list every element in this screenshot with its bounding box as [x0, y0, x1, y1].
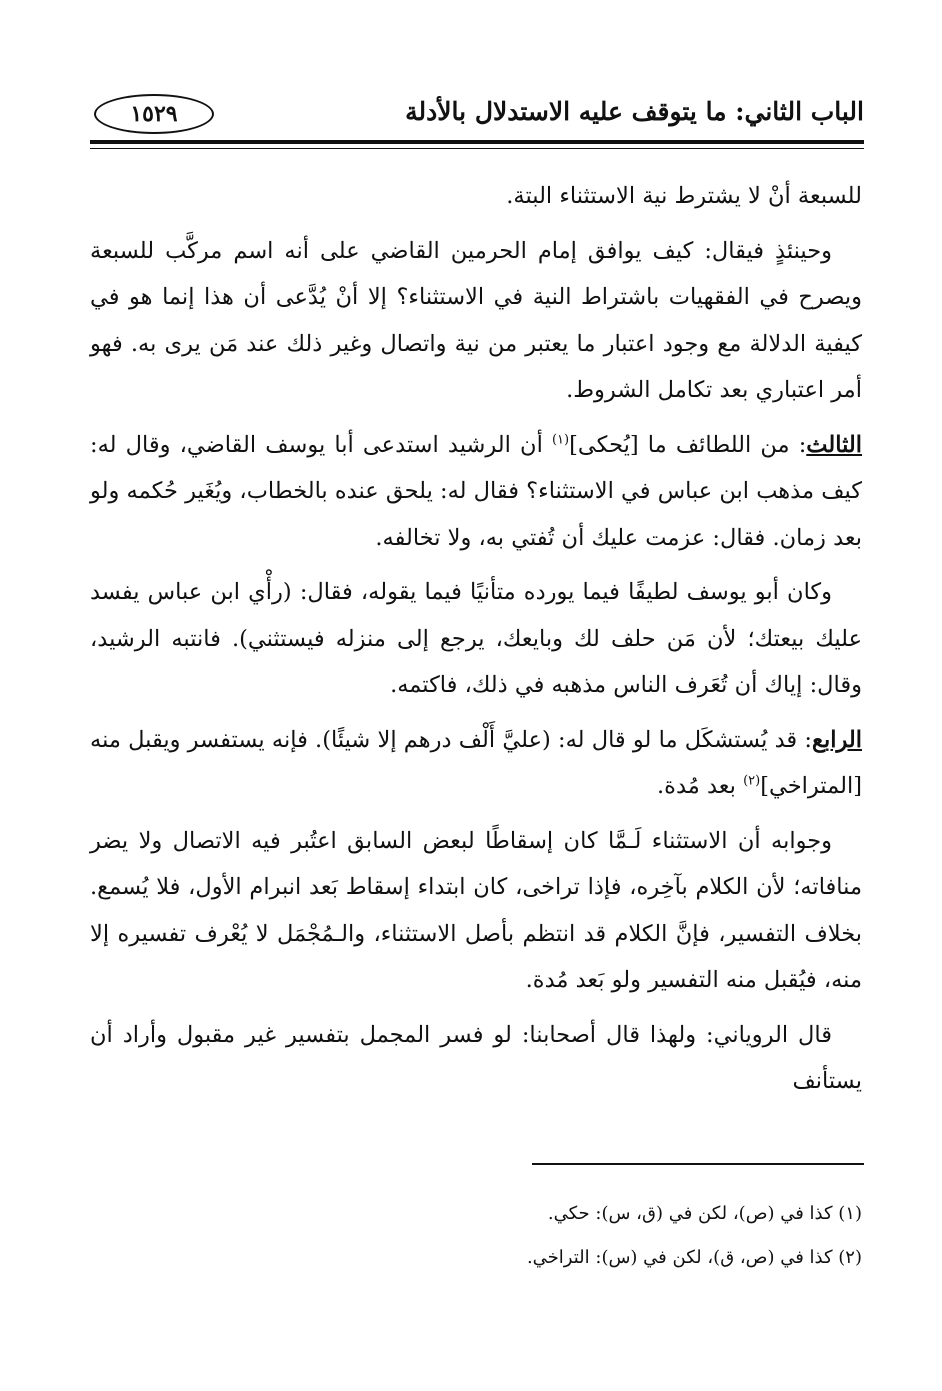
paragraph-3-part-b: أن الرشيد استدعى أبا يوسف القاضي، وقال له: كيف مذهب ابن عباس في الاستثناء؟ فقال له: يلحق عنده بالخطاب، ويُغَير حُكمه ولو بعد زمان. فقال: عزمت عليك أن تُفتي به، ولا تخالفه.	[90, 431, 862, 551]
footnote-2: (٢) كذا في (ص، ق)، لكن في (س): التراخي.	[526, 1247, 862, 1268]
paragraph-5-part-b: بعد مُدة.	[657, 773, 744, 799]
paragraph-1: للسبعة أنْ لا يشترط نية الاستثناء البتة.	[506, 183, 862, 209]
page-header	[90, 92, 864, 142]
footnote-separator	[532, 1163, 864, 1165]
page-number-badge: ١٥٢٩	[94, 94, 214, 134]
paragraph-7: قال الروياني: ولهذا قال أصحابنا: لو فسر المجمل بتفسير غير مقبول وأراد أن يستأنف	[90, 1021, 862, 1094]
section-lead-third: الثالث	[806, 431, 862, 458]
footnote-1: (١) كذا في (ص)، لكن في (ق، س): حكي.	[547, 1203, 862, 1224]
header-rule-thick	[90, 140, 864, 144]
paragraph-3-part-a: : من اللطائف ما [يُحكى]	[569, 431, 807, 458]
paragraph-4: وكان أبو يوسف لطيفًا فيما يورده متأنيًا فيما يقوله، فقال: (رأْي ابن عباس يفسد عليك بيعتك؛ لأن مَن حلف لك وبايعك، يرجع إلى منزله فيستثني). فانتبه الرشيد، وقال: إياك أن تُعَرف الناس مذهبه في ذلك، فاكتمه.	[90, 579, 862, 698]
paragraph-3	[90, 422, 862, 562]
paragraph-5-part-a: : قد يُستشكَل ما لو قال له: (عليَّ أَلْف درهم إلا شيئًا). فإنه يستفسر ويقبل منه [المتراخي]	[90, 726, 862, 799]
footnote-ref-2: (٢)	[743, 773, 761, 789]
chapter-title: الباب الثاني: ما يتوقف عليه الاستدلال بالأدلة	[405, 97, 864, 126]
main-text	[90, 173, 862, 1113]
paragraph-6: وجوابه أن الاستثناء لَـمَّا كان إسقاطًا لبعض السابق اعتُبر فيه الاتصال ولا يضر منافاته؛ لأن الكلام بآخِره، فإذا تراخى، كان ابتداء إسقاط بَعد انبرام الأول، فلا يُسمع. بخلاف التفسير، فإنَّ الكلام قد انتظم بأصل الاستثناء، والـمُجْمَل لا يُعْرف تفسيره إلا منه، فيُقبل منه التفسير ولو بَعد مُدة.	[90, 827, 862, 993]
paragraph-2: وحينئذٍ فيقال: كيف يوافق إمام الحرمين القاضي على أنه اسم مركَّب للسبعة ويصرح في الفقهيات باشتراط النية في الاستثناء؟ إلا أنْ يُدَّعى أن هذا إنما هو في كيفية الدلالة مع وجود اعتبار ما يعتبر من نية واتصال وغير ذلك عند مَن يرى به. فهو أمر اعتباري بعد تكامل الشروط.	[90, 237, 862, 403]
paragraph-5	[90, 717, 862, 810]
footnotes	[90, 1192, 862, 1280]
header-rule-thin	[90, 148, 864, 149]
footnote-ref-1: (١)	[551, 432, 570, 447]
section-lead-fourth: الرابع	[811, 726, 862, 753]
